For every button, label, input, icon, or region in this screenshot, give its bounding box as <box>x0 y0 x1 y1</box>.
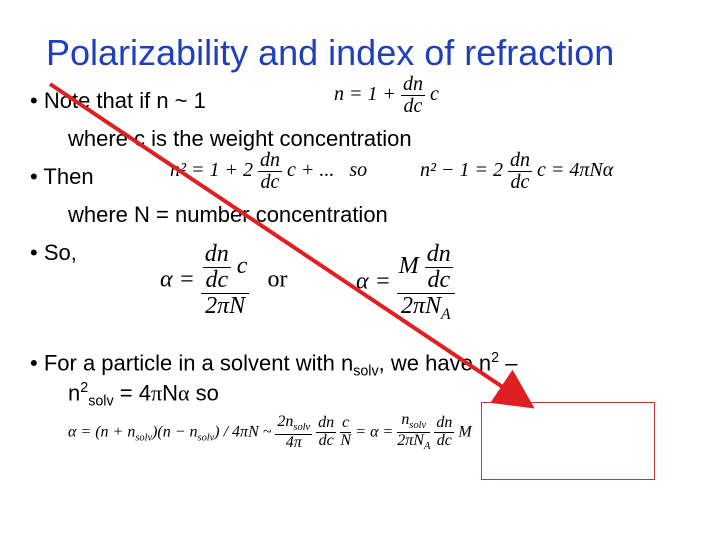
bullet-1-text: Note that if n ~ 1 <box>43 88 206 113</box>
equation-solvent: $\alpha = (n + n_{solv})(n - n_{solv}) / 4\pi N$ ~ $\frac{2n_{solv}}{4\pi}$ $\frac{dn}{dc}$ $\frac{c}{N}$ = α = $\frac{n_{solv}}{2\pi N_A}$ $\frac{dn}{dc}$ M <box>68 411 472 453</box>
equation-n-approx: n = 1 + $\frac{dn}{dc}$ c <box>334 73 439 117</box>
bullet-4: • For a particle in a solvent with $n_{solv}$, we have $n^2$ – <box>30 350 518 380</box>
bullet-3-text: So, <box>43 240 77 265</box>
equation-n-squared: n² = 1 + 2 $\frac{dn}{dc}$ c + ... so <box>170 149 368 193</box>
bullet-2-continuation: where N = number concentration <box>68 202 388 227</box>
page-title: Polarizability and index of refraction <box>46 32 615 73</box>
bullet-2: • Then <box>30 164 94 189</box>
equation-n-squared-minus-one: n² − 1 = 2 $\frac{dn}{dc}$ c = 4πNα <box>420 149 614 193</box>
equation-alpha-c: α = $\frac{dn}{dc}$ c 2πN or <box>160 241 288 320</box>
bullet-1: • Note that if n ~ 1 <box>30 88 206 113</box>
bullet-2-text: Then <box>43 164 94 189</box>
bullet-1-continuation: where c is the weight concentration <box>68 126 412 151</box>
equation-alpha-m: α = M $\frac{dn}{dc}$ $2\pi N_A$ <box>356 242 455 324</box>
bullet-4-continuation: $n^2_{solv} = 4\pi N\alpha$ so <box>68 380 219 410</box>
bullet-3: • So, <box>30 240 77 265</box>
